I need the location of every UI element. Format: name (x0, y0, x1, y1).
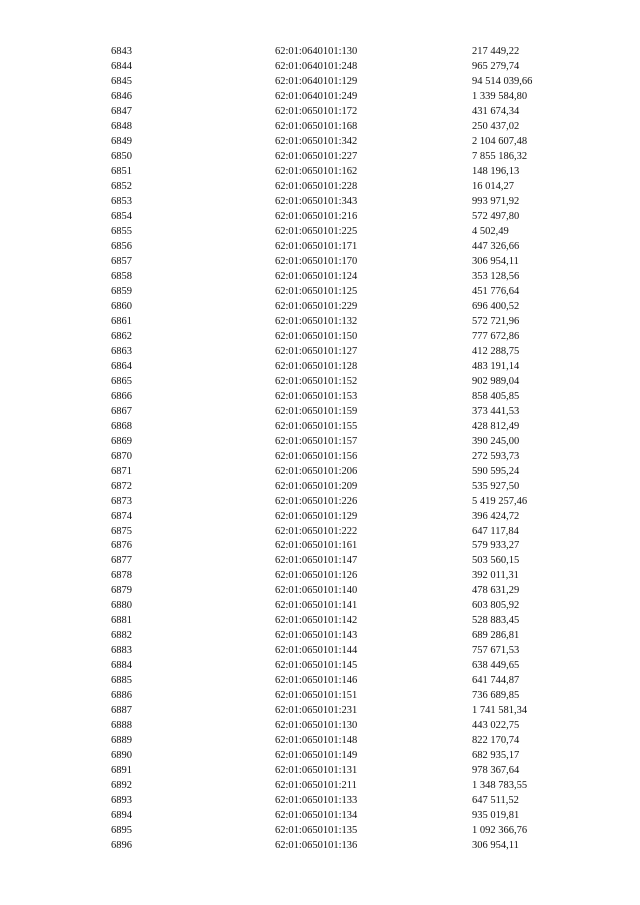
cadastral-number: 62:01:0650101:227 (275, 150, 358, 162)
table-row (111, 719, 582, 734)
cadastral-value: 306 954,11 (472, 255, 519, 267)
cadastral-value: 1 092 366,76 (472, 825, 528, 837)
table-row (111, 644, 582, 659)
cadastral-number: 62:01:0650101:342 (275, 135, 358, 147)
table-row (111, 450, 582, 465)
cadastral-value: 572 497,80 (472, 210, 520, 222)
row-number: 6873 (111, 495, 132, 507)
cadastral-value: 217 449,22 (472, 46, 520, 57)
row-number: 6880 (111, 600, 132, 612)
cadastral-value: 647 117,84 (472, 525, 519, 537)
row-number: 6866 (111, 390, 132, 402)
row-number: 6875 (111, 525, 132, 537)
table-row (111, 734, 582, 749)
table-row (111, 315, 582, 330)
cadastral-value: 535 927,50 (472, 480, 520, 492)
table-row (111, 405, 582, 420)
cadastral-value: 451 776,64 (472, 285, 520, 297)
table-row (111, 420, 582, 435)
row-number: 6879 (111, 585, 132, 597)
cadastral-number: 62:01:0640101:248 (275, 60, 358, 72)
table-row (111, 345, 582, 360)
cadastral-value: 4 502,49 (472, 225, 509, 237)
table-row (111, 240, 582, 255)
table-row (111, 435, 582, 450)
cadastral-value: 993 971,92 (472, 195, 520, 207)
row-number: 6846 (111, 90, 132, 102)
table-row (111, 135, 582, 150)
row-number: 6874 (111, 510, 132, 522)
cadastral-value: 447 326,66 (472, 240, 520, 252)
table-row (111, 45, 582, 60)
cadastral-number: 62:01:0650101:211 (275, 780, 357, 792)
cadastral-value: 590 595,24 (472, 465, 520, 477)
row-number: 6892 (111, 780, 132, 792)
cadastral-value: 94 514 039,66 (472, 75, 533, 87)
table-row (111, 465, 582, 480)
row-number: 6878 (111, 570, 132, 582)
table-row (111, 195, 582, 210)
row-number: 6849 (111, 135, 132, 147)
cadastral-value: 647 511,52 (472, 795, 519, 807)
cadastral-value: 1 339 584,80 (472, 90, 528, 102)
row-number: 6850 (111, 150, 132, 162)
row-number: 6851 (111, 165, 132, 177)
row-number: 6870 (111, 450, 132, 462)
row-number: 6883 (111, 645, 132, 657)
cadastral-number: 62:01:0650101:172 (275, 105, 358, 117)
cadastral-value: 2 104 607,48 (472, 135, 528, 147)
cadastral-number: 62:01:0650101:225 (275, 225, 358, 237)
table-row (111, 824, 582, 839)
row-number: 6856 (111, 240, 132, 252)
table-row (111, 480, 582, 495)
cadastral-number: 62:01:0650101:136 (275, 840, 358, 852)
row-number: 6876 (111, 540, 132, 552)
cadastral-value: 7 855 186,32 (472, 150, 528, 162)
cadastral-number: 62:01:0650101:143 (275, 630, 358, 642)
cadastral-number: 62:01:0650101:146 (275, 675, 358, 687)
row-number: 6852 (111, 180, 132, 192)
row-number: 6867 (111, 405, 132, 417)
cadastral-value: 777 672,86 (472, 330, 520, 342)
cadastral-number: 62:01:0650101:152 (275, 375, 358, 387)
cadastral-number: 62:01:0650101:155 (275, 420, 358, 432)
row-number: 6864 (111, 360, 132, 372)
cadastral-value: 858 405,85 (472, 390, 520, 402)
row-number: 6855 (111, 225, 132, 237)
cadastral-number: 62:01:0650101:127 (275, 345, 358, 357)
cadastral-number: 62:01:0650101:216 (275, 210, 358, 222)
cadastral-number: 62:01:0650101:222 (275, 525, 358, 537)
row-number: 6843 (111, 46, 132, 57)
table-row (111, 809, 582, 824)
cadastral-number: 62:01:0650101:142 (275, 615, 358, 627)
table-row (111, 120, 582, 135)
cadastral-value: 503 560,15 (472, 555, 520, 567)
table-row (111, 150, 582, 165)
cadastral-number: 62:01:0640101:249 (275, 90, 358, 102)
row-number: 6868 (111, 420, 132, 432)
row-number: 6871 (111, 465, 132, 477)
cadastral-number: 62:01:0650101:130 (275, 720, 358, 732)
cadastral-number: 62:01:0650101:228 (275, 180, 358, 192)
row-number: 6884 (111, 660, 132, 672)
cadastral-number: 62:01:0650101:171 (275, 240, 358, 252)
cadastral-number: 62:01:0650101:135 (275, 825, 358, 837)
row-number: 6858 (111, 270, 132, 282)
table-body (111, 45, 582, 854)
cadastral-value: 902 989,04 (472, 375, 520, 387)
row-number: 6889 (111, 735, 132, 747)
cadastral-value: 483 191,14 (472, 360, 520, 372)
cadastral-number: 62:01:0640101:129 (275, 75, 358, 87)
cadastral-number: 62:01:0650101:144 (275, 645, 358, 657)
row-number: 6888 (111, 720, 132, 732)
cadastral-value: 579 933,27 (472, 540, 520, 552)
cadastral-number: 62:01:0640101:130 (275, 46, 358, 57)
cadastral-value: 428 812,49 (472, 420, 520, 432)
cadastral-value: 306 954,11 (472, 840, 519, 852)
cadastral-value: 822 170,74 (472, 735, 520, 747)
row-number: 6885 (111, 675, 132, 687)
cadastral-value: 696 400,52 (472, 300, 520, 312)
row-number: 6861 (111, 315, 132, 327)
cadastral-number: 62:01:0650101:132 (275, 315, 358, 327)
cadastral-number: 62:01:0650101:134 (275, 810, 358, 822)
table-row (111, 629, 582, 644)
row-number: 6857 (111, 255, 132, 267)
table-row (111, 390, 582, 405)
table-row (111, 90, 582, 105)
cadastral-number: 62:01:0650101:141 (275, 600, 358, 612)
row-number: 6859 (111, 285, 132, 297)
cadastral-number: 62:01:0650101:157 (275, 435, 358, 447)
cadastral-value: 736 689,85 (472, 690, 520, 702)
cadastral-number: 62:01:0650101:126 (275, 570, 358, 582)
cadastral-value-table (111, 45, 582, 854)
cadastral-value: 478 631,29 (472, 585, 520, 597)
cadastral-number: 62:01:0650101:156 (275, 450, 358, 462)
table-row (111, 525, 582, 540)
row-number: 6860 (111, 300, 132, 312)
row-number: 6891 (111, 765, 132, 777)
table-row (111, 495, 582, 510)
table-row (111, 75, 582, 90)
cadastral-value: 641 744,87 (472, 675, 520, 687)
cadastral-number: 62:01:0650101:206 (275, 465, 358, 477)
table-row (111, 180, 582, 195)
table-row (111, 330, 582, 345)
cadastral-value: 965 279,74 (472, 60, 520, 72)
row-number: 6896 (111, 840, 132, 852)
row-number: 6895 (111, 825, 132, 837)
cadastral-number: 62:01:0650101:145 (275, 660, 358, 672)
cadastral-value: 353 128,56 (472, 270, 520, 282)
table-row (111, 360, 582, 375)
cadastral-number: 62:01:0650101:133 (275, 795, 358, 807)
row-number: 6872 (111, 480, 132, 492)
row-number: 6865 (111, 375, 132, 387)
row-number: 6854 (111, 210, 132, 222)
row-number: 6886 (111, 690, 132, 702)
cadastral-number: 62:01:0650101:209 (275, 480, 358, 492)
cadastral-number: 62:01:0650101:159 (275, 405, 358, 417)
table-row (111, 599, 582, 614)
row-number: 6869 (111, 435, 132, 447)
row-number: 6887 (111, 705, 132, 717)
cadastral-value: 396 424,72 (472, 510, 520, 522)
cadastral-value: 373 441,53 (472, 405, 520, 417)
table-row (111, 689, 582, 704)
cadastral-number: 62:01:0650101:226 (275, 495, 358, 507)
cadastral-number: 62:01:0650101:229 (275, 300, 358, 312)
cadastral-number: 62:01:0650101:149 (275, 750, 358, 762)
table-row (111, 554, 582, 569)
cadastral-number: 62:01:0650101:128 (275, 360, 358, 372)
row-number: 6847 (111, 105, 132, 117)
cadastral-value: 603 805,92 (472, 600, 520, 612)
cadastral-number: 62:01:0650101:131 (275, 765, 358, 777)
cadastral-value: 272 593,73 (472, 450, 520, 462)
cadastral-value: 682 935,17 (472, 750, 520, 762)
row-number: 6881 (111, 615, 132, 627)
table-row (111, 285, 582, 300)
cadastral-value: 431 674,34 (472, 105, 520, 117)
cadastral-value: 412 288,75 (472, 345, 520, 357)
cadastral-value: 689 286,81 (472, 630, 520, 642)
table-row (111, 569, 582, 584)
cadastral-number: 62:01:0650101:125 (275, 285, 358, 297)
table-row (111, 749, 582, 764)
table-row (111, 779, 582, 794)
table-row (111, 165, 582, 180)
cadastral-number: 62:01:0650101:343 (275, 195, 358, 207)
cadastral-number: 62:01:0650101:170 (275, 255, 358, 267)
cadastral-number: 62:01:0650101:147 (275, 555, 358, 567)
cadastral-number: 62:01:0650101:151 (275, 690, 358, 702)
table-row (111, 210, 582, 225)
cadastral-number: 62:01:0650101:124 (275, 270, 358, 282)
cadastral-number: 62:01:0650101:129 (275, 510, 358, 522)
cadastral-value: 757 671,53 (472, 645, 520, 657)
cadastral-value: 638 449,65 (472, 660, 520, 672)
cadastral-value: 5 419 257,46 (472, 495, 528, 507)
cadastral-value: 148 196,13 (472, 165, 520, 177)
cadastral-value: 572 721,96 (472, 315, 520, 327)
cadastral-value: 443 022,75 (472, 720, 520, 732)
cadastral-value: 1 741 581,34 (472, 705, 528, 717)
cadastral-value: 935 019,81 (472, 810, 520, 822)
cadastral-value: 390 245,00 (472, 435, 520, 447)
cadastral-number: 62:01:0650101:162 (275, 165, 358, 177)
table-row (111, 764, 582, 779)
row-number: 6882 (111, 630, 132, 642)
table-row (111, 60, 582, 75)
table-row (111, 300, 582, 315)
cadastral-value: 16 014,27 (472, 180, 514, 192)
table-row (111, 659, 582, 674)
cadastral-number: 62:01:0650101:161 (275, 540, 358, 552)
table-row (111, 255, 582, 270)
table-row (111, 270, 582, 285)
row-number: 6848 (111, 120, 132, 132)
table-row (111, 105, 582, 120)
cadastral-value: 528 883,45 (472, 615, 520, 627)
cadastral-value: 392 011,31 (472, 570, 519, 582)
table-row (111, 794, 582, 809)
table-row (111, 704, 582, 719)
cadastral-number: 62:01:0650101:140 (275, 585, 358, 597)
cadastral-number: 62:01:0650101:231 (275, 705, 358, 717)
cadastral-number: 62:01:0650101:153 (275, 390, 358, 402)
cadastral-value: 250 437,02 (472, 120, 520, 132)
row-number: 6893 (111, 795, 132, 807)
cadastral-value: 1 348 783,55 (472, 780, 528, 792)
table-row (111, 614, 582, 629)
row-number: 6853 (111, 195, 132, 207)
table-row (111, 375, 582, 390)
row-number: 6890 (111, 750, 132, 762)
table-row (111, 674, 582, 689)
cadastral-value: 978 367,64 (472, 765, 520, 777)
cadastral-number: 62:01:0650101:148 (275, 735, 358, 747)
row-number: 6894 (111, 810, 132, 822)
row-number: 6863 (111, 345, 132, 357)
table-row (111, 584, 582, 599)
table-row (111, 225, 582, 240)
row-number: 6877 (111, 555, 132, 567)
row-number: 6844 (111, 60, 132, 72)
cadastral-number: 62:01:0650101:150 (275, 330, 358, 342)
table-row (111, 839, 582, 854)
table-row (111, 510, 582, 525)
table-row (111, 539, 582, 554)
row-number: 6862 (111, 330, 132, 342)
row-number: 6845 (111, 75, 132, 87)
cadastral-number: 62:01:0650101:168 (275, 120, 358, 132)
